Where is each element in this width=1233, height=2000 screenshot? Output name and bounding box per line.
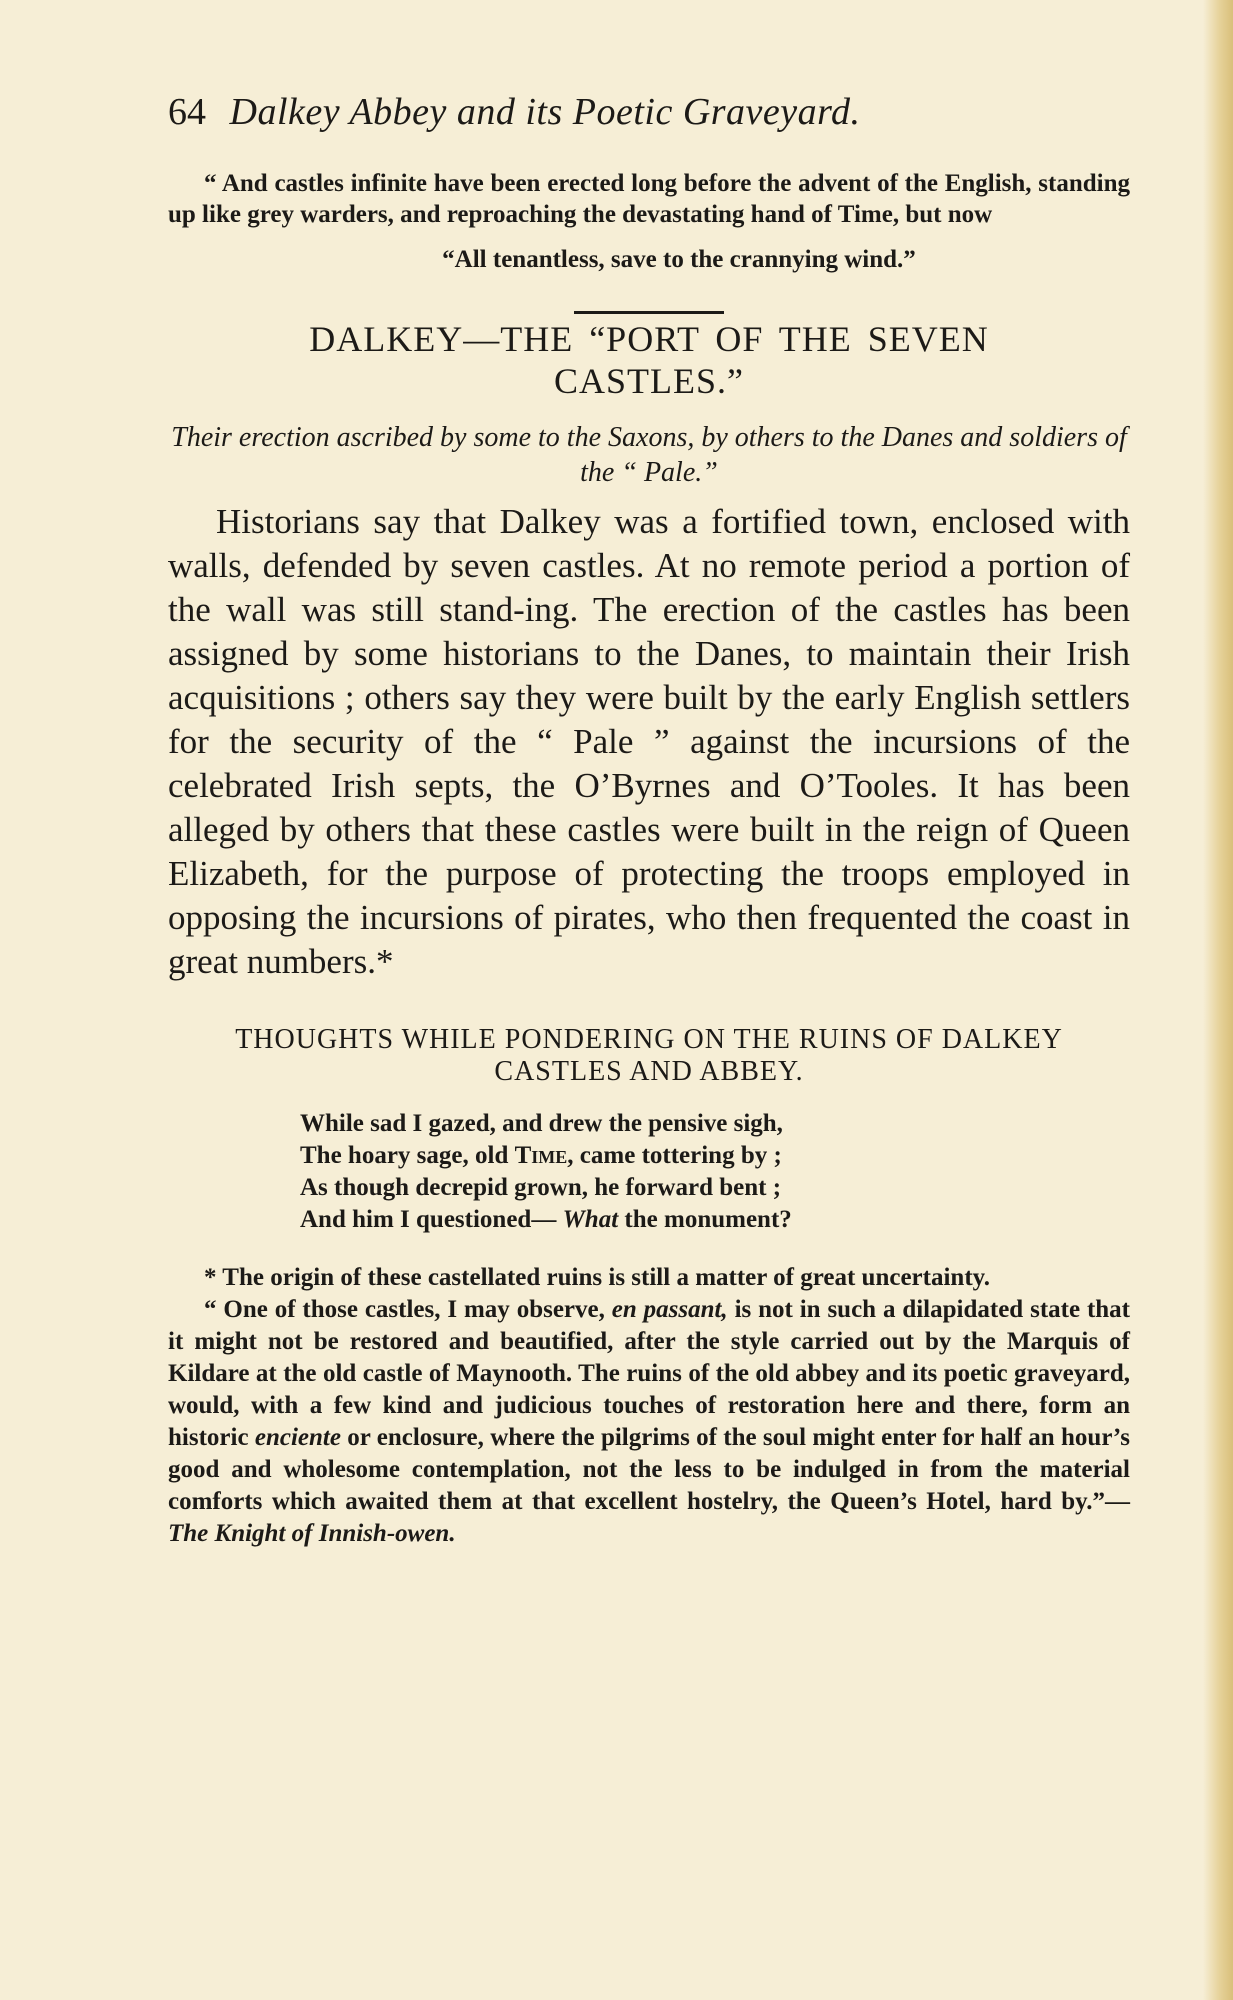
poem-line-4-end: the monument? bbox=[618, 1206, 792, 1233]
poem-line-2-time: Time bbox=[514, 1142, 568, 1169]
footnote-en-passant: en passant, bbox=[611, 1296, 728, 1323]
footnote-quote bbox=[168, 1294, 1130, 1550]
poem-title: THOUGHTS WHILE PONDERING ON THE RUINS OF DALKEY CASTLES AND ABBEY. bbox=[235, 1024, 1063, 1087]
section-subtitle-main: Their erection ascribed by some to the Saxons, by others to the Danes and soldiers of the bbox=[171, 422, 1127, 488]
section-subtitle-pale: “ Pale.” bbox=[621, 457, 718, 488]
poem-line-4-start: And him I questioned— bbox=[300, 1206, 563, 1233]
opening-quote: “ And castles infinite have been erected long before the advent of the English, standing up like grey warders, and reproaching the devastating hand of Time, but now bbox=[168, 170, 1130, 228]
poem-stanza bbox=[300, 1108, 1130, 1236]
page-content bbox=[168, 86, 1130, 1550]
footnote-quote-end: or enclosure, where the pilgrims of the soul might enter for half an hour’s good and wholesome contemplation, not the less to be indulged in from the material comforts which awaited them at that excellent hostelry, the Queen’s Hotel, hard by.”— bbox=[168, 1424, 1130, 1515]
poem-line-1: While sad I gazed, and drew the pensive sigh, bbox=[300, 1110, 783, 1137]
section-divider bbox=[574, 311, 724, 314]
page-number: 64 bbox=[168, 91, 206, 133]
poem-line-2 bbox=[300, 1140, 1130, 1172]
footnote-quote-start: “ One of those castles, I may observe, bbox=[204, 1296, 612, 1323]
poem-line-4-what: What bbox=[562, 1206, 619, 1233]
footnote-attribution: The Knight of Innish-owen. bbox=[168, 1520, 456, 1547]
poem-line-2-end: , came tottering by ; bbox=[567, 1142, 782, 1169]
running-title: Dalkey Abbey and its Poetic Graveyard. bbox=[229, 91, 861, 133]
poem-line-2-start: The hoary sage, old bbox=[300, 1142, 515, 1169]
poem-line-3: As though decrepid grown, he forward bent ; bbox=[300, 1174, 782, 1201]
body-paragraph: Historians say that Dalkey was a fortified town, enclosed with walls, defended by seven castles. At no remote period a portion of the wall was still stand-ing. The erection of the castles has been assigned by some historians to the Danes, to maintain their Irish acquisitions ; others say they were built by the early English settlers for the security of the “ Pale ” against the incursions of the celebrated Irish septs, the O’Byrnes and O’Tooles. It has been alleged by others that these castles were built in the reign of Queen Elizabeth, for the purpose of protecting the troops employed in opposing the incursions of pirates, who then frequented the coast in great numbers.* bbox=[168, 502, 1130, 981]
section-title: DALKEY—THE “PORT OF THE SEVEN CASTLES.” bbox=[309, 319, 989, 401]
section-subtitle bbox=[168, 420, 1130, 490]
running-header bbox=[168, 86, 1130, 138]
footnote-enciente: enciente bbox=[254, 1424, 341, 1451]
footnote-first: * The origin of these castellated ruins is still a matter of great uncertainty. bbox=[204, 1264, 991, 1291]
footnote-quote-middle: is not in such a dilapidated state that it might not be restored and beautified, after the style carried out by the Marquis of Kildare at the old castle of Maynooth. The ruins of the old abbey and its poetic graveyard, would, with a few kind and judicious touches of restoration here and there, form an historic bbox=[168, 1296, 1130, 1451]
poem-line-4 bbox=[300, 1204, 1130, 1236]
page-edge-shading bbox=[1203, 0, 1233, 2000]
quoted-verse-line: “All tenantless, save to the crannying wind.” bbox=[442, 246, 916, 273]
